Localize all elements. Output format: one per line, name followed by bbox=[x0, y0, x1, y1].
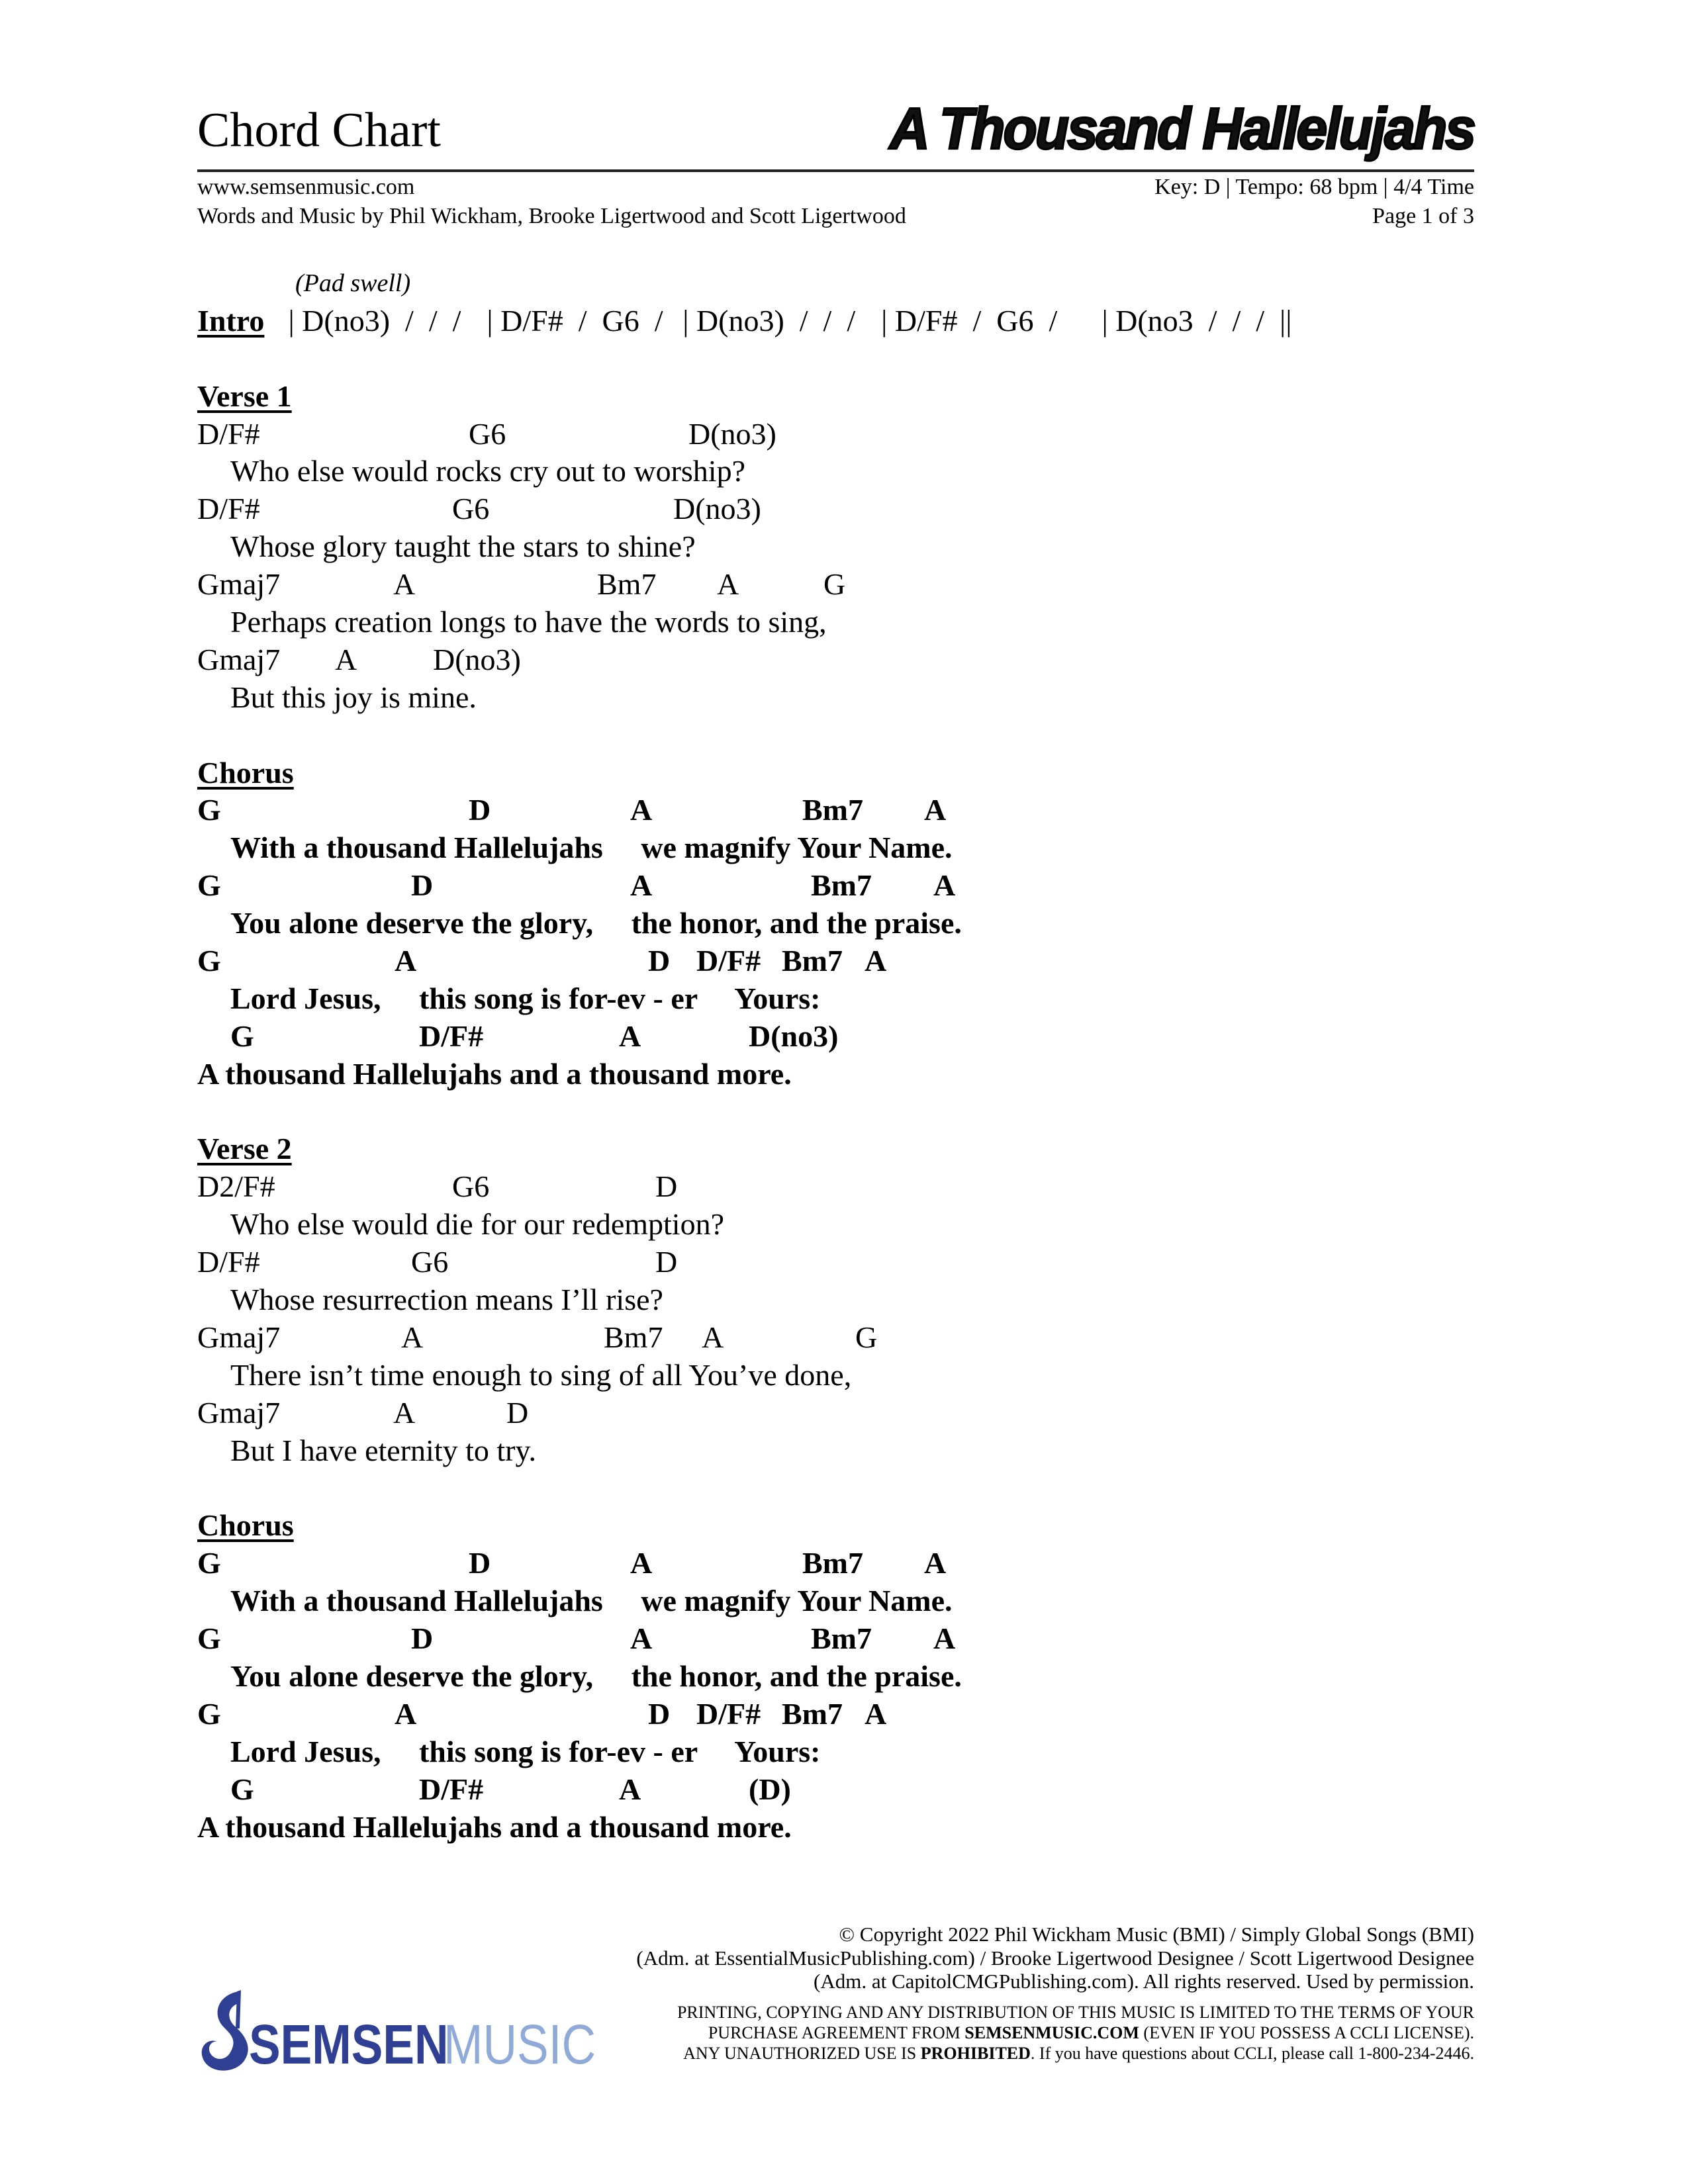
chord: Bm7 bbox=[802, 793, 863, 827]
section-label: Verse 1 bbox=[197, 379, 292, 413]
lyric: Who else would rocks cry out to worship? bbox=[230, 454, 746, 488]
document-type-heading: Chord Chart bbox=[197, 103, 441, 158]
copyright-line: © Copyright 2022 Phil Wickham Music (BMI) / Simply Global Songs (BMI) bbox=[839, 1923, 1474, 1946]
chord: D(no3) bbox=[673, 492, 761, 526]
chord-line bbox=[197, 490, 1474, 528]
chord: D bbox=[648, 944, 671, 978]
chord: A bbox=[865, 944, 887, 978]
chord: A bbox=[619, 1019, 641, 1053]
chord: G6 bbox=[452, 492, 490, 526]
lyric: There isn’t time enough to sing of all You’ve done, bbox=[230, 1357, 852, 1392]
chord: D/F# bbox=[419, 1019, 484, 1053]
copyright-line: (Adm. at CapitolCMGPublishing.com). All rights reserved. Used by permission. bbox=[814, 1970, 1474, 1993]
chord-chart-body bbox=[197, 265, 1474, 1884]
intro-note-line bbox=[197, 265, 1474, 302]
chord: Gmaj7 bbox=[197, 1320, 281, 1354]
semsen-website-link[interactable]: SEMSENMUSIC.COM bbox=[964, 2023, 1139, 2042]
license-text: PURCHASE AGREEMENT FROM bbox=[708, 2023, 965, 2042]
lyric: Whose resurrection means I’ll rise? bbox=[230, 1283, 663, 1317]
copyright-line: (Adm. at EssentialMusicPublishing.com) / Brooke Ligertwood Designee / Scott Ligertwood Designee bbox=[636, 1946, 1474, 1970]
section-heading bbox=[197, 1507, 1474, 1545]
intro-note: (Pad swell) bbox=[295, 269, 411, 297]
chord: A bbox=[630, 868, 653, 903]
songwriter-credits: Words and Music by Phil Wickham, Brooke Ligertwood and Scott Ligertwood bbox=[197, 204, 906, 228]
chord-line bbox=[197, 566, 1474, 604]
blank-line bbox=[197, 1846, 1474, 1884]
chord: A bbox=[630, 1621, 653, 1656]
section-heading bbox=[197, 1130, 1474, 1168]
copyright-notice bbox=[636, 1923, 1474, 1993]
chord: Bm7 bbox=[597, 567, 657, 602]
chord-line bbox=[197, 1771, 1474, 1809]
chord: G bbox=[197, 1546, 221, 1580]
intro-measure: | D/F# / G6 / bbox=[881, 303, 1058, 338]
chord-line bbox=[197, 1018, 1474, 1056]
lyric: Who else would die for our redemption? bbox=[230, 1207, 724, 1242]
lyric: Lord Jesus, this song is for-ev - er Yours: bbox=[230, 1734, 821, 1768]
blank-line bbox=[197, 340, 1474, 378]
lyric: But I have eternity to try. bbox=[230, 1433, 536, 1467]
chord: D bbox=[655, 1245, 678, 1279]
chord: G bbox=[197, 868, 221, 903]
chord: G bbox=[197, 1621, 221, 1656]
intro-measure: | D(no3 / / / || bbox=[1102, 303, 1292, 338]
lyric: With a thousand Hallelujahs we magnify Your Name. bbox=[230, 831, 953, 865]
intro-measure: | D(no3) / / / bbox=[288, 303, 461, 338]
chord: A bbox=[619, 1772, 641, 1806]
blank-line bbox=[197, 1470, 1474, 1508]
chord: G bbox=[230, 1019, 254, 1053]
chord: D bbox=[648, 1696, 671, 1731]
chord: Bm7 bbox=[802, 1546, 863, 1580]
lyric: Lord Jesus, this song is for-ev - er Yours: bbox=[230, 981, 821, 1015]
lyric-line bbox=[197, 1733, 1474, 1771]
license-line: PRINTING, COPYING AND ANY DISTRIBUTION OF THIS MUSIC IS LIMITED TO THE TERMS OF YOUR bbox=[677, 2003, 1474, 2022]
chord-line bbox=[197, 641, 1474, 679]
page-number: Page 1 of 3 bbox=[1372, 204, 1474, 228]
chord: D/F# bbox=[696, 1696, 761, 1731]
section-heading bbox=[197, 378, 1474, 416]
chord-line bbox=[197, 942, 1474, 980]
chord: A bbox=[924, 1546, 947, 1580]
chord: Gmaj7 bbox=[197, 1395, 281, 1430]
lyric: A thousand Hallelujahs and a thousand more. bbox=[197, 1809, 792, 1844]
intro-line bbox=[197, 302, 1474, 340]
chord: Gmaj7 bbox=[197, 642, 281, 676]
lyric: You alone deserve the glory, the honor, and the praise. bbox=[230, 1659, 962, 1693]
chord: G bbox=[823, 567, 846, 602]
section-label: Chorus bbox=[197, 1508, 294, 1543]
chord: Bm7 bbox=[811, 1621, 872, 1656]
chord: A bbox=[401, 1320, 424, 1354]
lyric-line bbox=[197, 453, 1474, 490]
section-label: Chorus bbox=[197, 755, 294, 790]
lyric-line bbox=[197, 1357, 1474, 1394]
lyric: With a thousand Hallelujahs we magnify Your Name. bbox=[230, 1584, 953, 1618]
license-text: . If you have questions about CCLI, please call 1-800-234-2446. bbox=[1030, 2044, 1474, 2063]
intro-measure: | D(no3) / / / bbox=[682, 303, 856, 338]
chord: G bbox=[855, 1320, 878, 1354]
chord: G6 bbox=[469, 416, 506, 451]
chord: D/F# bbox=[197, 492, 260, 526]
lyric-line bbox=[197, 829, 1474, 867]
chord: D bbox=[411, 868, 434, 903]
chord: A bbox=[335, 642, 357, 676]
license-text: ANY UNAUTHORIZED USE IS bbox=[683, 2044, 921, 2063]
lyric-line bbox=[197, 1582, 1474, 1620]
chord: G bbox=[230, 1772, 254, 1806]
chord: A bbox=[933, 868, 956, 903]
license-line bbox=[677, 2043, 1474, 2064]
chord: Bm7 bbox=[782, 1696, 843, 1731]
chord-line bbox=[197, 1545, 1474, 1582]
chord: A bbox=[933, 1621, 956, 1656]
chord-line bbox=[197, 792, 1474, 829]
chord: D bbox=[411, 1621, 434, 1656]
chord: G bbox=[197, 944, 221, 978]
section-label: Verse 2 bbox=[197, 1132, 292, 1166]
header-divider bbox=[197, 169, 1474, 172]
chord: A bbox=[395, 944, 417, 978]
chord: A bbox=[630, 1546, 653, 1580]
lyric-line bbox=[197, 905, 1474, 942]
intro-measure: | D/F# / G6 / bbox=[487, 303, 663, 338]
lyric: Perhaps creation longs to have the words to sing, bbox=[230, 605, 827, 639]
lyric: Whose glory taught the stars to shine? bbox=[230, 529, 696, 564]
lyric: But this joy is mine. bbox=[230, 680, 477, 714]
chord: A bbox=[702, 1320, 724, 1354]
logo-word-music: MUSIC bbox=[444, 2013, 596, 2075]
chord: D bbox=[469, 1546, 491, 1580]
chord: A bbox=[395, 1696, 417, 1731]
chord: A bbox=[865, 1696, 887, 1731]
lyric-line bbox=[197, 1056, 1474, 1093]
blank-line bbox=[197, 717, 1474, 754]
lyric-line bbox=[197, 1281, 1474, 1319]
section-heading bbox=[197, 754, 1474, 792]
chord: (D) bbox=[749, 1772, 791, 1806]
chord: D bbox=[655, 1169, 678, 1204]
lyric: A thousand Hallelujahs and a thousand more. bbox=[197, 1056, 792, 1091]
lyric-line bbox=[197, 1809, 1474, 1846]
lyric-line bbox=[197, 980, 1474, 1018]
blank-line bbox=[197, 1093, 1474, 1131]
license-line bbox=[677, 2023, 1474, 2043]
chord: D/F# bbox=[419, 1772, 484, 1806]
lyric-line bbox=[197, 1206, 1474, 1244]
chord: G bbox=[197, 1696, 221, 1731]
lyric: You alone deserve the glory, the honor, and the praise. bbox=[230, 906, 962, 940]
chord: A bbox=[393, 1395, 416, 1430]
key-tempo-info: Key: D | Tempo: 68 bpm | 4/4 Time bbox=[1154, 175, 1474, 199]
chord: A bbox=[717, 567, 739, 602]
chord-line bbox=[197, 867, 1474, 905]
lyric-line bbox=[197, 1432, 1474, 1470]
chord: Bm7 bbox=[604, 1320, 663, 1354]
prohibited-text: PROHIBITED bbox=[920, 2044, 1031, 2063]
chord: A bbox=[924, 793, 947, 827]
chord: G6 bbox=[452, 1169, 490, 1204]
chord: Gmaj7 bbox=[197, 567, 281, 602]
chord: A bbox=[393, 567, 416, 602]
chord: Bm7 bbox=[782, 944, 843, 978]
lyric-line bbox=[197, 604, 1474, 641]
license-text: (EVEN IF YOU POSSESS A CCLI LICENSE). bbox=[1139, 2023, 1474, 2042]
chord: D(no3) bbox=[433, 642, 521, 676]
website-link[interactable]: www.semsenmusic.com bbox=[197, 175, 415, 199]
license-notice bbox=[677, 2002, 1474, 2064]
chord: D/F# bbox=[197, 416, 260, 451]
chord: Bm7 bbox=[811, 868, 872, 903]
chord: D bbox=[506, 1395, 529, 1430]
chord-line bbox=[197, 1620, 1474, 1658]
chord: A bbox=[630, 793, 653, 827]
chord-line bbox=[197, 1168, 1474, 1206]
chord-line bbox=[197, 1244, 1474, 1281]
semsen-music-logo bbox=[197, 1989, 608, 2078]
chord: D/F# bbox=[696, 944, 761, 978]
intro-label: Intro bbox=[197, 303, 265, 338]
chord: D(no3) bbox=[688, 416, 776, 451]
logo-word-semsen: SEMSEN bbox=[249, 2013, 449, 2075]
chord: D bbox=[469, 793, 491, 827]
lyric-line bbox=[197, 679, 1474, 717]
chord-line bbox=[197, 1696, 1474, 1733]
chord: D(no3) bbox=[749, 1019, 839, 1053]
chord-line bbox=[197, 416, 1474, 453]
chord-line bbox=[197, 1319, 1474, 1357]
chord: G bbox=[197, 793, 221, 827]
song-title: A Thousand Hallelujahs bbox=[889, 95, 1474, 161]
chord: D2/F# bbox=[197, 1169, 275, 1204]
lyric-line bbox=[197, 1658, 1474, 1696]
lyric-line bbox=[197, 528, 1474, 566]
chord: G6 bbox=[411, 1245, 449, 1279]
chord-line bbox=[197, 1394, 1474, 1432]
chord: D/F# bbox=[197, 1245, 260, 1279]
